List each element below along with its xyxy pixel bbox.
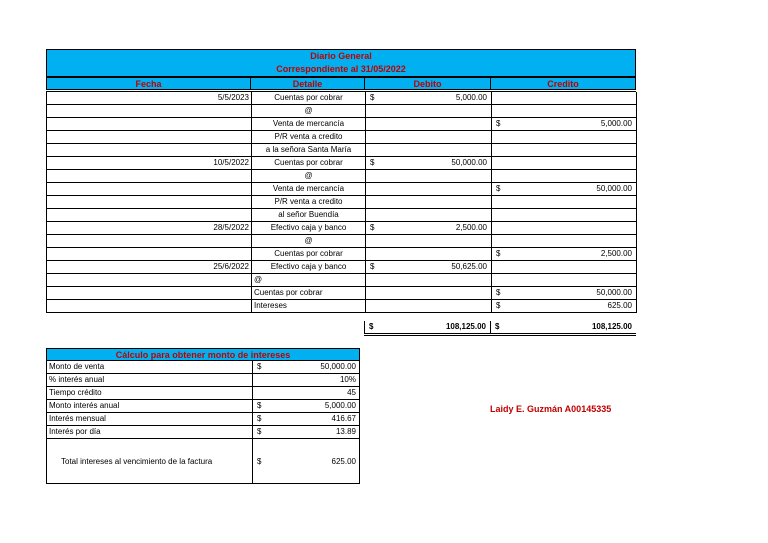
entry-date: 25/6/2022 xyxy=(213,262,249,271)
header-detail: Detalle xyxy=(250,77,365,90)
journal-row xyxy=(46,169,636,182)
debit-amount: 5,000.00 xyxy=(455,93,487,102)
interest-label: Monto de venta xyxy=(49,362,105,371)
entry-detail: Efectivo caja y banco xyxy=(270,262,347,271)
journal-row xyxy=(46,143,636,156)
entry-detail: Intereses xyxy=(254,301,287,310)
entry-detail: Venta de mercancía xyxy=(272,119,345,128)
credit-amount: 50,000.00 xyxy=(596,288,632,297)
interest-value-cell xyxy=(252,426,360,439)
entry-detail: @ xyxy=(304,171,313,180)
interest-value: 5,000.00 xyxy=(324,401,356,410)
entry-detail: a la señora Santa María xyxy=(265,145,352,154)
debit-amount: 50,625.00 xyxy=(451,262,487,271)
entry-date: 10/5/2022 xyxy=(213,158,249,167)
currency-symbol: $ xyxy=(495,322,500,331)
total-credit: 108,125.00 xyxy=(591,322,632,331)
author-label: Laidy E. Guzmán A00145335 xyxy=(490,404,612,414)
entry-detail: P/R venta a credito xyxy=(274,197,343,206)
entry-date: 5/5/2023 xyxy=(217,93,249,102)
interest-row xyxy=(46,374,360,387)
interest-total-value-cell xyxy=(252,439,360,483)
entry-detail: al señor Buendía xyxy=(278,210,339,219)
header-debit: Debito xyxy=(364,77,491,90)
entry-detail: @ xyxy=(254,275,263,284)
journal-row xyxy=(46,286,636,299)
total-debit: 108,125.00 xyxy=(445,322,486,331)
entry-detail: @ xyxy=(304,106,313,115)
currency-symbol: $ xyxy=(257,457,262,466)
journal-row xyxy=(46,208,636,221)
journal-row xyxy=(46,299,636,312)
currency-symbol: $ xyxy=(370,223,375,232)
journal-row xyxy=(46,247,636,260)
debit-amount: 2,500.00 xyxy=(455,223,487,232)
interest-row xyxy=(46,400,360,413)
journal-row xyxy=(46,117,636,130)
total-underline xyxy=(364,333,636,334)
entry-detail: Efectivo caja y banco xyxy=(270,223,347,232)
journal-row xyxy=(46,260,636,273)
debit-amount: 50,000.00 xyxy=(451,158,487,167)
entry-detail: @ xyxy=(304,236,313,245)
journal-row xyxy=(46,156,636,169)
entry-detail: Cuentas por cobrar xyxy=(274,249,343,258)
interest-label: Interés mensual xyxy=(49,414,106,423)
currency-symbol: $ xyxy=(369,322,374,331)
entry-detail: Cuentas por cobrar xyxy=(274,93,343,102)
entry-detail: Cuentas por cobrar xyxy=(274,158,343,167)
interest-label: Interés por día xyxy=(49,427,101,436)
interest-total-value: 625.00 xyxy=(331,457,356,466)
entry-detail: Cuentas por cobrar xyxy=(254,288,323,297)
interest-value-cell xyxy=(252,387,360,400)
interest-label: Tiempo crédito xyxy=(49,388,102,397)
interest-value-cell xyxy=(252,374,360,387)
interest-value: 50,000.00 xyxy=(320,362,356,371)
credit-amount: 5,000.00 xyxy=(600,119,632,128)
header-credit: Credito xyxy=(490,77,636,90)
entry-date: 28/5/2022 xyxy=(213,223,249,232)
currency-symbol: $ xyxy=(496,119,501,128)
interest-value: 13.89 xyxy=(335,427,356,436)
journal-row xyxy=(46,104,636,117)
currency-symbol: $ xyxy=(257,414,262,423)
interest-row xyxy=(46,387,360,400)
interest-value: 10% xyxy=(339,375,356,384)
journal-bottom-border xyxy=(46,312,636,313)
journal-row xyxy=(46,130,636,143)
journal-row xyxy=(46,221,636,234)
currency-symbol: $ xyxy=(370,262,375,271)
interest-value: 416.67 xyxy=(331,414,356,423)
total-double-underline xyxy=(364,335,636,336)
interest-value: 45 xyxy=(347,388,356,397)
currency-symbol: $ xyxy=(496,249,501,258)
interest-row xyxy=(46,426,360,439)
interest-table-title: Cálculo para obtener monto de intereses xyxy=(46,348,360,361)
currency-symbol: $ xyxy=(370,93,375,102)
credit-amount: 2,500.00 xyxy=(600,249,632,258)
interest-label: Monto interés anual xyxy=(49,401,120,410)
interest-row xyxy=(46,361,360,374)
journal-title-block xyxy=(46,49,636,77)
currency-symbol: $ xyxy=(370,158,375,167)
entry-detail: Venta de mercancía xyxy=(272,184,345,193)
interest-value-cell xyxy=(252,400,360,413)
currency-symbol: $ xyxy=(257,401,262,410)
entry-detail: P/R venta a credito xyxy=(274,132,343,141)
currency-symbol: $ xyxy=(496,184,501,193)
interest-row xyxy=(46,413,360,426)
currency-symbol: $ xyxy=(496,301,501,310)
currency-symbol: $ xyxy=(257,362,262,371)
currency-symbol: $ xyxy=(257,427,262,436)
journal-title: Diario General xyxy=(310,51,372,61)
interest-total-label: Total intereses al vencimiento de la factura xyxy=(61,457,213,466)
journal-subtitle: Correspondiente al 31/05/2022 xyxy=(276,64,406,74)
credit-amount: 50,000.00 xyxy=(596,184,632,193)
journal-row xyxy=(46,195,636,208)
interest-value-cell xyxy=(252,361,360,374)
journal-row xyxy=(46,234,636,247)
interest-value-cell xyxy=(252,413,360,426)
interest-label: % interés anual xyxy=(49,375,105,384)
journal-row xyxy=(46,273,636,286)
journal-row xyxy=(46,182,636,195)
interest-total-row xyxy=(46,439,360,484)
header-date: Fecha xyxy=(46,77,251,90)
journal-row xyxy=(46,91,636,104)
credit-amount: 625.00 xyxy=(607,301,632,310)
currency-symbol: $ xyxy=(496,288,501,297)
